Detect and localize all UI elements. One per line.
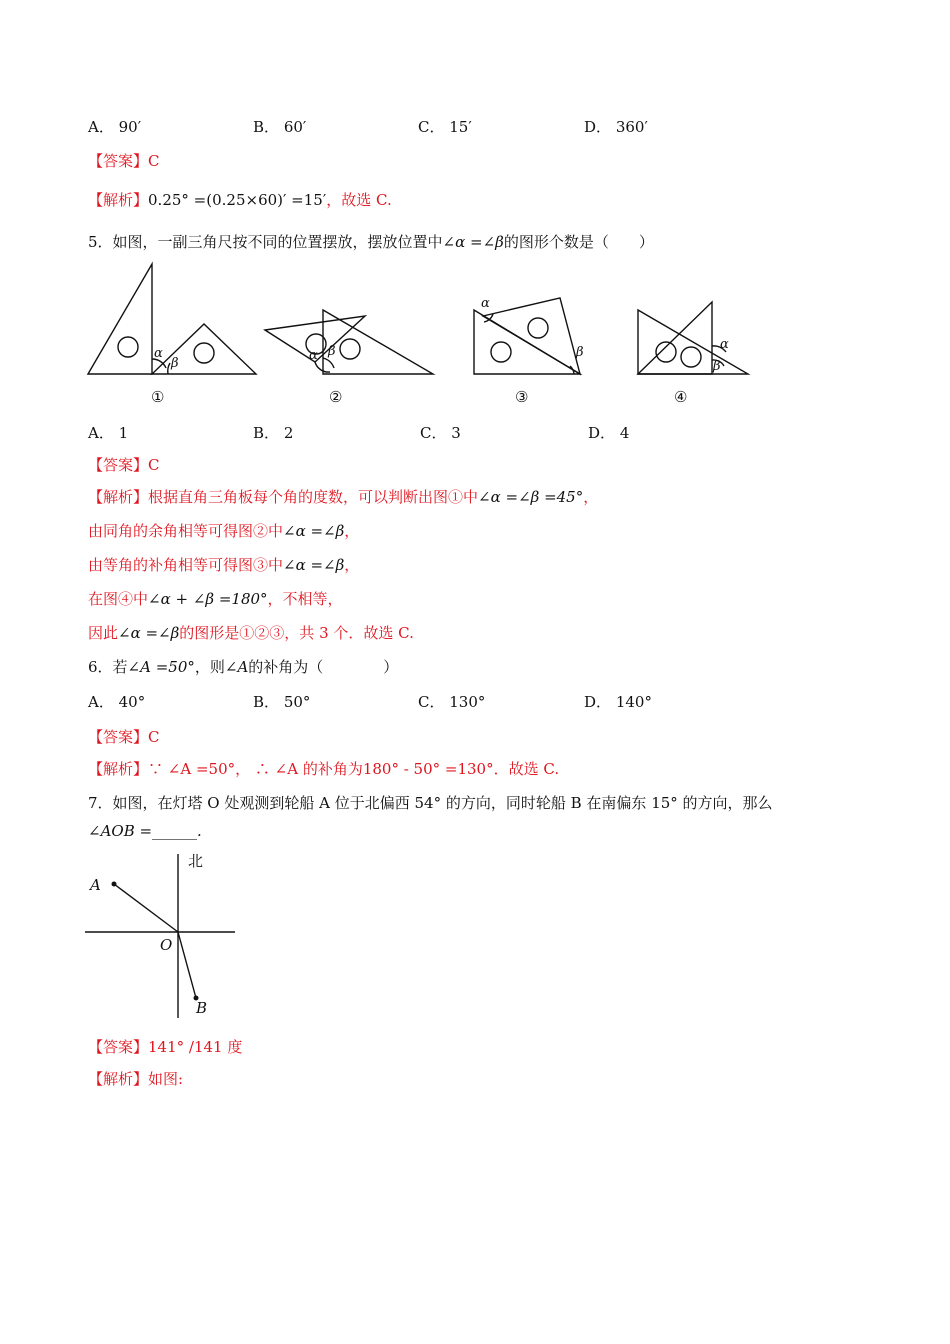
analysis-tail: ，故选 C.	[326, 191, 392, 209]
ray-oa	[114, 884, 178, 932]
q6-analysis	[88, 758, 559, 779]
option-value: 360′	[615, 118, 648, 136]
alpha-label: α	[154, 346, 163, 361]
analysis-text: ，	[583, 488, 599, 506]
q5-analysis-line-3	[88, 554, 359, 575]
figure-4	[638, 302, 748, 374]
stem-text: 7．如图，在灯塔 O 处观测到轮船 A 位于北偏西 54° 的方向，同时轮船 B 在南偏东 15° 的方向，那么	[88, 794, 773, 812]
figure-number: ①	[151, 388, 165, 406]
option-value: 40°	[118, 693, 146, 711]
analysis-expr: 0.25° =(0.25×60)′ =15′	[148, 191, 327, 209]
option-value: 90′	[118, 118, 142, 136]
a-label: A	[90, 876, 101, 894]
answer-tag: 【答案】	[88, 456, 149, 474]
beta-label: β	[576, 345, 584, 360]
analysis-text: 的图形是①②③，共 3 个．故选 C.	[179, 624, 414, 642]
stem-text: 5．如图，一副三角尺按不同的位置摆放，摆放位置中	[88, 233, 443, 251]
option-letter: B．	[253, 693, 280, 711]
stem-text: ，则	[194, 658, 225, 676]
analysis-text: ，	[344, 522, 360, 540]
q6-answer	[88, 726, 160, 747]
option-letter: B．	[253, 118, 280, 136]
option-letter: C．	[418, 118, 445, 136]
analysis-text: ∵ ∠A =50°， ∴ ∠A 的补角为180° - 50° =130°．故选 C.	[148, 760, 560, 778]
stem-math: ∠AOB =______.	[88, 822, 202, 840]
analysis-tag: 【解析】	[88, 1070, 149, 1088]
figure-number: ②	[329, 388, 343, 406]
beta-label: β	[328, 344, 336, 359]
answer-tag: 【答案】	[88, 728, 149, 746]
analysis-math: ∠α =∠β	[283, 556, 345, 574]
analysis-text: 根据直角三角板每个角的度数，可以判断出图①中	[148, 488, 479, 506]
answer-value: C	[148, 456, 160, 474]
option-letter: A．	[88, 424, 114, 442]
analysis-tag: 【解析】	[88, 191, 149, 209]
q5-answer	[88, 454, 160, 475]
q5-analysis-line-5	[88, 622, 414, 643]
analysis-math: ∠α + ∠β =180°	[148, 590, 268, 608]
analysis-text: 如图:	[148, 1070, 184, 1088]
q7-stem-line-1	[88, 792, 773, 813]
stem-math: ∠α =∠β	[442, 233, 504, 251]
option-value: 140°	[615, 693, 652, 711]
option-value: 130°	[449, 693, 486, 711]
option-value: 1	[118, 424, 129, 442]
analysis-text: 因此	[88, 624, 119, 642]
figure-3	[474, 298, 580, 374]
option-value: 15′	[449, 118, 472, 136]
option-letter: D．	[588, 424, 616, 442]
q4-option-c	[418, 116, 472, 137]
stem-text: 的图形个数是（ ）	[503, 233, 654, 251]
q7-analysis	[88, 1068, 183, 1089]
answer-tag: 【答案】	[88, 1038, 149, 1056]
figure-number: ④	[674, 388, 688, 406]
answer-value: 141° /141 度	[148, 1038, 243, 1056]
option-value: 2	[283, 424, 294, 442]
answer-value: C	[148, 152, 160, 170]
q6-stem	[88, 656, 398, 677]
stem-math: ∠A =50°	[127, 658, 195, 676]
option-value: 60′	[283, 118, 307, 136]
q5-option-b	[253, 422, 293, 443]
option-letter: D．	[584, 693, 612, 711]
q5-option-d	[588, 422, 629, 443]
analysis-math: ∠α =∠β =45°	[478, 488, 584, 506]
analysis-tag: 【解析】	[88, 488, 149, 506]
q7-stem-line-2	[88, 822, 202, 840]
stem-math: ∠A	[224, 658, 249, 676]
answer-tag: 【答案】	[88, 152, 149, 170]
figure-number: ③	[515, 388, 529, 406]
q4-option-b	[253, 116, 306, 137]
option-value: 50°	[283, 693, 311, 711]
q5-option-a	[88, 422, 128, 443]
analysis-tag: 【解析】	[88, 760, 149, 778]
option-value: 3	[451, 424, 461, 442]
alpha-label: α	[720, 337, 729, 352]
q4-option-d	[584, 116, 648, 137]
stem-text: 6．若	[88, 658, 128, 676]
o-label: O	[160, 936, 173, 954]
option-value: 4	[619, 424, 630, 442]
analysis-text: 由等角的补角相等可得图③中	[88, 556, 284, 574]
option-letter: C．	[418, 693, 445, 711]
analysis-text: ，不相等，	[267, 590, 343, 608]
alpha-label: α	[309, 348, 318, 363]
option-letter: A．	[88, 118, 114, 136]
option-letter: B．	[253, 424, 280, 442]
option-letter: C．	[420, 424, 447, 442]
q6-option-b	[253, 691, 310, 712]
answer-value: C	[148, 728, 160, 746]
q5-analysis-line-1	[88, 486, 598, 507]
analysis-math: ∠α =∠β	[283, 522, 345, 540]
figure-2	[265, 310, 433, 374]
q4-option-a	[88, 116, 141, 137]
q5-analysis-line-4	[88, 588, 343, 609]
q7-figure	[80, 846, 250, 1024]
beta-label: β	[713, 359, 721, 374]
q5-analysis-line-2	[88, 520, 359, 541]
beta-label: β	[171, 356, 179, 371]
q6-option-c	[418, 691, 485, 712]
q6-option-a	[88, 691, 145, 712]
q7-answer	[88, 1036, 242, 1057]
option-letter: D．	[584, 118, 612, 136]
q5-stem	[88, 231, 654, 252]
q6-option-d	[584, 691, 652, 712]
stem-text: 的补角为（ ）	[248, 658, 399, 676]
q5-option-c	[420, 422, 461, 443]
option-letter: A．	[88, 693, 114, 711]
q4-analysis	[88, 189, 392, 210]
b-label: B	[196, 999, 208, 1017]
analysis-text: 由同角的余角相等可得图②中	[88, 522, 284, 540]
point-a	[112, 882, 117, 887]
ray-ob	[178, 932, 196, 998]
north-label: 北	[188, 852, 204, 870]
analysis-text: 在图④中	[88, 590, 149, 608]
analysis-text: ，	[344, 556, 360, 574]
alpha-label: α	[481, 296, 490, 311]
q4-answer	[88, 150, 160, 171]
analysis-math: ∠α =∠β	[118, 624, 180, 642]
q5-figure	[80, 258, 770, 408]
